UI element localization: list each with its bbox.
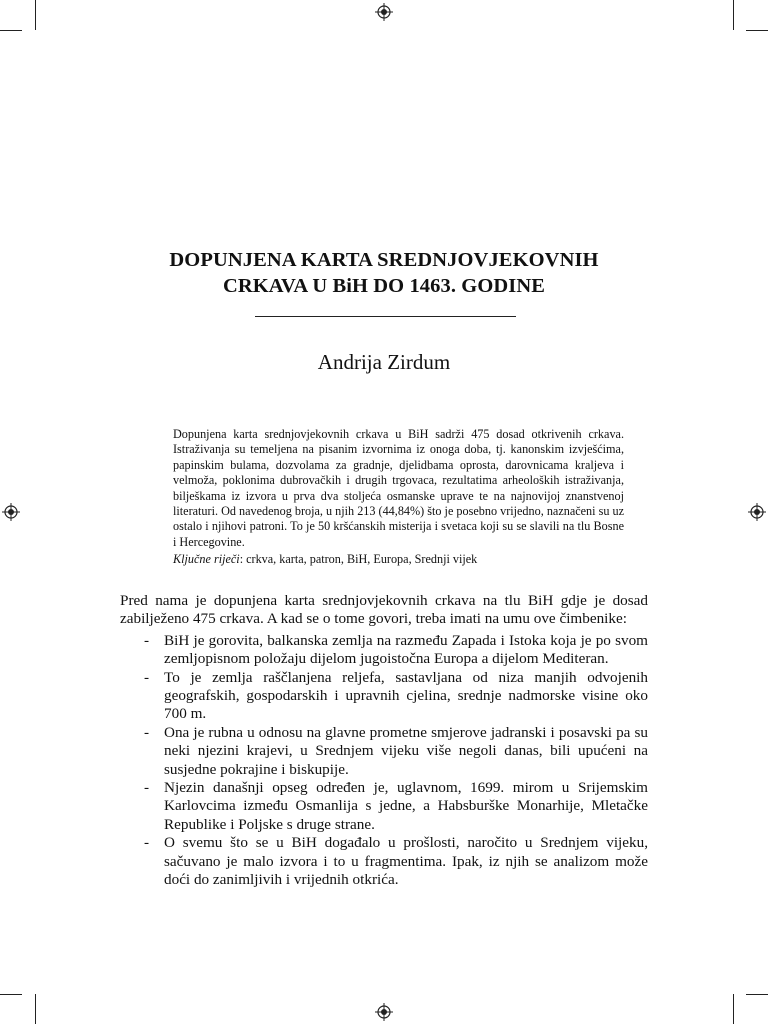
body-text xyxy=(120,592,648,890)
crop-mark-top-right-h xyxy=(746,30,768,31)
list-item-text: Ona je rubna u odnosu na glavne prometne smjerove jadranski i posavski pa su neki njezini krajevi, u Srednjem vijeku više negoli danas, bili upućeni na susjedne pokrajine i biskupije. xyxy=(164,723,648,778)
list-item-text: To je zemlja raščlanjena reljefa, sastavljana od niza manjih odvojenih geografskih, gospodarskih i upravnih cjelina, srednje nadmorske visine oko 700 m. xyxy=(164,668,648,723)
article-title-line: DOPUNJENA KARTA SREDNJOVJEKOVNIH xyxy=(169,249,599,271)
bullet-dash: - xyxy=(144,668,150,686)
list-item xyxy=(120,724,648,779)
crop-mark-bottom-left-h xyxy=(0,994,22,995)
list-item-text: BiH je gorovita, balkanska zemlja na razmeđu Zapada i Istoka koja je po svom zemljopisnom položaju dijelom jugoistočna Europa a dijelom Mediteran. xyxy=(164,631,648,668)
author-name: Andrija Zirdum xyxy=(317,350,451,374)
list-item xyxy=(120,779,648,834)
registration-mark-icon xyxy=(375,3,393,21)
crop-mark-bottom-right-h xyxy=(746,994,768,995)
list-item xyxy=(120,834,648,889)
keywords-list: : crkva, karta, patron, BiH, Europa, Srednji vijek xyxy=(239,552,478,567)
crop-mark-bottom-right-v xyxy=(733,994,734,1024)
list-item-text: Njezin današnji opseg određen je, uglavnom, 1699. mirom u Srijemskim Karlovcima između Osmanlija s jedne, a Habsburške Monarhije, Mletačke Republike i Poljske s druge strane. xyxy=(164,779,648,833)
bullet-dash: - xyxy=(144,723,150,741)
bullet-dash: - xyxy=(144,779,150,797)
abstract-text: Dopunjena karta srednjovjekovnih crkava u BiH sadrži 475 dosad otkrivenih crkava. Istraživanja su temeljena na pisanim izvornima iz onoga doba, tj. kanonskim izvješćima, papinskim bulama, dozvolama za gradnje, djelidbama oprosta, darovnicama kraljeva i velmoža, poklonima dubrovačkih i drugih trgovaca, rezultatima arheoloških istraživanja, bilješkama iz izvora u prva dva stoljeća osmanske uprave te na najnovijoj znanstvenoj literaturi. Od navedenog broja, u njih 213 (44,84%) što je posebno vrijedno, naznačeni su uz ostalo i njihovi patroni. To je 50 kršćanskih misterija i svetaca koji su se slavili na tlu Bosne i Hercegovine. xyxy=(173,427,624,549)
factor-list xyxy=(120,632,648,890)
keywords xyxy=(173,552,624,567)
article-title-line: CRKAVA U BiH DO 1463. GODINE xyxy=(222,275,546,297)
article-title xyxy=(100,247,668,299)
list-item xyxy=(120,632,648,669)
intro-paragraph: Pred nama je dopunjena karta srednjovjekovnih crkava na tlu BiH gdje je dosad zabilježeno 475 crkava. A kad se o tome govori, treba imati na umu ove čimbenike: xyxy=(120,592,648,628)
keywords-label: Ključne riječi xyxy=(173,552,240,567)
abstract xyxy=(173,427,624,568)
bullet-dash: - xyxy=(144,631,150,649)
registration-mark-icon xyxy=(2,503,20,521)
registration-mark-icon xyxy=(748,503,766,521)
crop-mark-top-left-h xyxy=(0,30,22,31)
bullet-dash: - xyxy=(144,834,150,852)
crop-mark-top-right-v xyxy=(733,0,734,30)
crop-mark-top-left-v xyxy=(35,0,36,30)
registration-mark-icon xyxy=(375,1003,393,1021)
crop-mark-bottom-left-v xyxy=(35,994,36,1024)
title-divider xyxy=(255,316,516,317)
list-item xyxy=(120,669,648,724)
list-item-text: O svemu što se u BiH događalo u prošlosti, naročito u Srednjem vijeku, sačuvano je malo izvora i to u fragmentima. Ipak, iz njih se analizom može doći do zanimljivih i vrijednih otkrića. xyxy=(164,834,648,889)
